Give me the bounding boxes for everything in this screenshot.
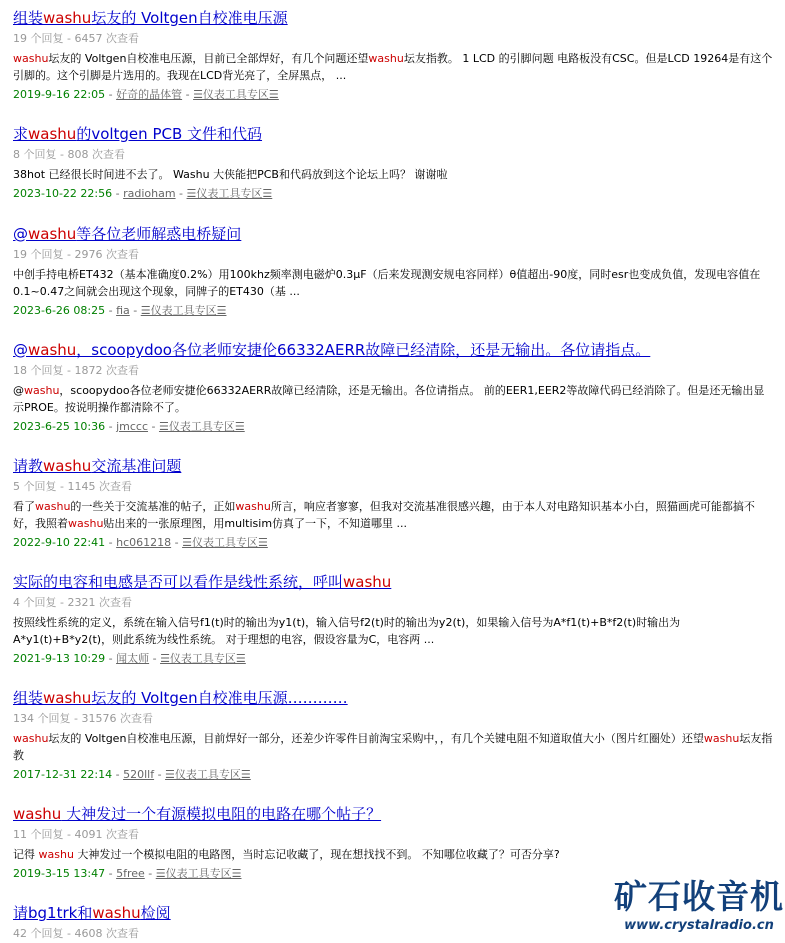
reply-view-stats: 4 个回复 - 2321 次查看 bbox=[13, 596, 132, 609]
result-title-link[interactable] bbox=[13, 456, 773, 476]
post-date: 2023-10-22 22:56 bbox=[13, 187, 113, 200]
search-result-item bbox=[13, 456, 773, 551]
search-result-item bbox=[13, 688, 773, 783]
result-snippet bbox=[13, 846, 773, 863]
snippet-text: 坛友指教 bbox=[13, 732, 773, 762]
search-result-item bbox=[13, 804, 773, 882]
author-link[interactable]: jmccc bbox=[116, 420, 149, 433]
result-meta bbox=[13, 651, 773, 667]
separator: - bbox=[105, 867, 117, 880]
separator: - bbox=[144, 867, 156, 880]
author-link[interactable]: 闻太师 bbox=[116, 652, 150, 665]
snippet-text: 看了 bbox=[13, 500, 35, 513]
snippet-text: 坛友的 Voltgen自校准电压源，目前已全部焊好，有几个问题还望 bbox=[48, 52, 369, 65]
result-snippet bbox=[13, 614, 773, 648]
snippet-text: 坛友的 Voltgen自校准电压源，目前焊好一部分，还差少许零件目前淘宝采购中，，有几个关键电阻不知道取值大小（图片红圈处）还望 bbox=[48, 732, 704, 745]
snippet-text: 大神发过一个模拟电阻的电路图，当时忘记收藏了，现在想找找不到。 不知哪位收藏了？可否分享? bbox=[73, 848, 560, 861]
reply-view-stats: 42 个回复 - 4608 次查看 bbox=[13, 927, 139, 940]
result-title-link[interactable] bbox=[13, 804, 773, 824]
forum-link[interactable]: ☰仪表工具专区☰ bbox=[182, 536, 268, 549]
snippet-text: 所言，响应者寥寥，但我对交流基准很感兴趣，由于本人对电路知识基本小白，照猫画虎可能都搞不好，我照着 bbox=[13, 500, 755, 530]
search-result-item bbox=[13, 224, 773, 319]
keyword-highlight: washu bbox=[38, 848, 74, 861]
keyword-highlight: washu bbox=[343, 573, 392, 591]
snippet-text: 记得 bbox=[13, 848, 39, 861]
separator: - bbox=[105, 652, 117, 665]
title-text: 检阅 bbox=[140, 904, 171, 922]
reply-view-stats: 19 个回复 - 6457 次查看 bbox=[13, 32, 139, 45]
separator: - bbox=[182, 88, 194, 101]
reply-view-stats: 11 个回复 - 4091 次查看 bbox=[13, 828, 139, 841]
result-title-link[interactable] bbox=[13, 340, 773, 360]
title-text: 大神发过一个有源模拟电阻的电路在哪个帖子？ bbox=[61, 805, 382, 823]
post-date: 2019-9-16 22:05 bbox=[13, 88, 106, 101]
author-link[interactable]: radioham bbox=[123, 187, 176, 200]
title-text: 实际的电容和电感是否可以看作是线性系统，呼叫 bbox=[13, 573, 344, 591]
separator: - bbox=[105, 536, 117, 549]
snippet-text: @ bbox=[13, 384, 24, 397]
keyword-highlight: washu bbox=[28, 225, 77, 243]
logo-url: www.crystalradio.cn bbox=[624, 918, 774, 933]
result-meta bbox=[13, 535, 773, 551]
title-text: 的voltgen PCB 文件和代码 bbox=[76, 125, 263, 143]
title-text: 组装 bbox=[13, 9, 44, 27]
keyword-highlight: washu bbox=[13, 732, 49, 745]
snippet-text: 38hot 已经很长时间进不去了。 Washu 大侠能把PCB和代码放到这个论坛上吗？ 谢谢啦 bbox=[13, 168, 448, 181]
keyword-highlight: washu bbox=[235, 500, 271, 513]
snippet-text: 按照线性系统的定义，系统在输入信号f1(t)时的输出为y1(t)，输入信号f2(t)时的输出为y2(t)，如果输入信号为A*f1(t)+B*f2(t)时输出为A*y1(t)+B*y2(t)，则此系统为线性系统。 对于理想的电容，假设容量为C，电容两 ... bbox=[13, 616, 681, 646]
keyword-highlight: washu bbox=[368, 52, 404, 65]
result-snippet bbox=[13, 382, 773, 416]
forum-link[interactable]: ☰仪表工具专区☰ bbox=[160, 652, 246, 665]
author-link[interactable]: 好奇的晶体管 bbox=[116, 88, 183, 101]
keyword-highlight: washu bbox=[28, 341, 77, 359]
result-title-link[interactable] bbox=[13, 224, 773, 244]
post-date: 2022-9-10 22:41 bbox=[13, 536, 106, 549]
keyword-highlight: washu bbox=[92, 904, 141, 922]
separator: - bbox=[175, 187, 187, 200]
keyword-highlight: washu bbox=[24, 384, 60, 397]
result-snippet bbox=[13, 50, 773, 84]
separator: - bbox=[171, 536, 183, 549]
keyword-highlight: washu bbox=[68, 517, 104, 530]
forum-link[interactable]: ☰仪表工具专区☰ bbox=[165, 768, 251, 781]
keyword-highlight: washu bbox=[43, 689, 92, 707]
title-text: 交流基准问题 bbox=[91, 457, 182, 475]
post-date: 2023-6-26 08:25 bbox=[13, 304, 106, 317]
forum-link[interactable]: ☰仪表工具专区☰ bbox=[140, 304, 227, 317]
keyword-highlight: washu bbox=[13, 805, 62, 823]
separator: - bbox=[112, 187, 124, 200]
search-result-item bbox=[13, 572, 773, 667]
keyword-highlight: washu bbox=[43, 9, 92, 27]
result-title-link[interactable] bbox=[13, 688, 773, 708]
forum-link[interactable]: ☰仪表工具专区☰ bbox=[193, 88, 279, 101]
title-text: 求 bbox=[13, 125, 29, 143]
title-text: @ bbox=[13, 341, 28, 359]
keyword-highlight: washu bbox=[703, 732, 740, 745]
result-meta bbox=[13, 303, 773, 319]
result-meta bbox=[13, 767, 773, 783]
search-result-item bbox=[13, 340, 773, 435]
title-text: 坛友的 Voltgen自校准电压源………… bbox=[91, 689, 348, 707]
result-snippet bbox=[13, 266, 773, 300]
separator: - bbox=[149, 652, 161, 665]
result-meta bbox=[13, 186, 773, 202]
separator: - bbox=[148, 420, 159, 433]
forum-link[interactable]: ☰仪表工具专区☰ bbox=[158, 420, 245, 433]
result-snippet bbox=[13, 730, 773, 764]
title-text: ，scoopydoo各位老师安捷伦66332AERR故障已经清除，还是无输出。各位请指点。 bbox=[76, 341, 651, 359]
result-title-link[interactable] bbox=[13, 572, 773, 592]
title-text: 等各位老师解惑电桥疑问 bbox=[76, 225, 242, 243]
title-text: 请bg1trk和 bbox=[13, 904, 93, 922]
snippet-text: 的一些关于交流基准的帖子，正如 bbox=[70, 500, 236, 513]
post-date: 2019-3-15 13:47 bbox=[13, 867, 106, 880]
keyword-highlight: washu bbox=[35, 500, 71, 513]
forum-link[interactable]: ☰仪表工具专区☰ bbox=[186, 187, 273, 200]
snippet-text: 中创手持电桥ET432（基本准确度0.2%）用100khz频率测电磁炉0.3μF（后来发现测安规电容同样）θ值超出-90度，同时esr也变成负值，发现电容值在0.1~0.47之间就会出现这个现象，同牌子的ET430（基 ... bbox=[13, 268, 761, 298]
reply-view-stats: 8 个回复 - 808 次查看 bbox=[13, 148, 125, 161]
separator: - bbox=[105, 420, 117, 433]
title-text: 组装 bbox=[13, 689, 44, 707]
author-link[interactable]: fia bbox=[116, 304, 130, 317]
title-text: @ bbox=[13, 225, 28, 243]
separator: - bbox=[105, 88, 117, 101]
result-meta bbox=[13, 87, 773, 103]
keyword-highlight: washu bbox=[28, 125, 77, 143]
reply-view-stats: 18 个回复 - 1872 次查看 bbox=[13, 364, 139, 377]
reply-view-stats: 5 个回复 - 1145 次查看 bbox=[13, 480, 132, 493]
separator: - bbox=[129, 304, 141, 317]
author-link[interactable]: hc061218 bbox=[116, 536, 172, 549]
snippet-text: 贴出来的一张原理图，用multisim仿真了一下，不知道哪里 ... bbox=[103, 517, 408, 530]
keyword-highlight: washu bbox=[43, 457, 92, 475]
title-text: 请教 bbox=[13, 457, 44, 475]
result-snippet bbox=[13, 498, 773, 532]
search-result-item bbox=[13, 124, 773, 202]
result-snippet bbox=[13, 166, 773, 183]
snippet-text: 坛友指教。 1 LCD 的引脚问题 电路板没有CSC。但是LCD 19264是有这个引脚的。这个引脚是片选用的。我现在LCD背光亮了，全屏黑点， ... bbox=[13, 52, 773, 82]
separator: - bbox=[112, 768, 124, 781]
keyword-highlight: washu bbox=[13, 52, 49, 65]
reply-view-stats: 134 个回复 - 31576 次查看 bbox=[13, 712, 153, 725]
snippet-text: ，scoopydoo各位老师安捷伦66332AERR故障已经清除，还是无输出。各位请指点。 前的EER1,EER2等故障代码已经消除了。但是还无输出显示PROE。按说明操作都清除不了。 bbox=[13, 384, 765, 414]
author-link[interactable]: 5free bbox=[116, 867, 145, 880]
result-title-link[interactable] bbox=[13, 124, 773, 144]
result-title-link[interactable] bbox=[13, 8, 773, 28]
separator: - bbox=[154, 768, 166, 781]
separator: - bbox=[105, 304, 117, 317]
post-date: 2023-6-25 10:36 bbox=[13, 420, 106, 433]
search-result-item bbox=[13, 8, 773, 103]
title-text: 坛友的 Voltgen自校准电压源 bbox=[91, 9, 288, 27]
reply-view-stats: 19 个回复 - 2976 次查看 bbox=[13, 248, 139, 261]
site-logo bbox=[614, 877, 784, 943]
post-date: 2017-12-31 22:14 bbox=[13, 768, 113, 781]
forum-link[interactable]: ☰仪表工具专区☰ bbox=[155, 867, 242, 880]
result-meta bbox=[13, 419, 773, 435]
author-link[interactable]: 520llf bbox=[123, 768, 155, 781]
logo-chinese: 矿石收音机 bbox=[614, 877, 784, 916]
post-date: 2021-9-13 10:29 bbox=[13, 652, 106, 665]
